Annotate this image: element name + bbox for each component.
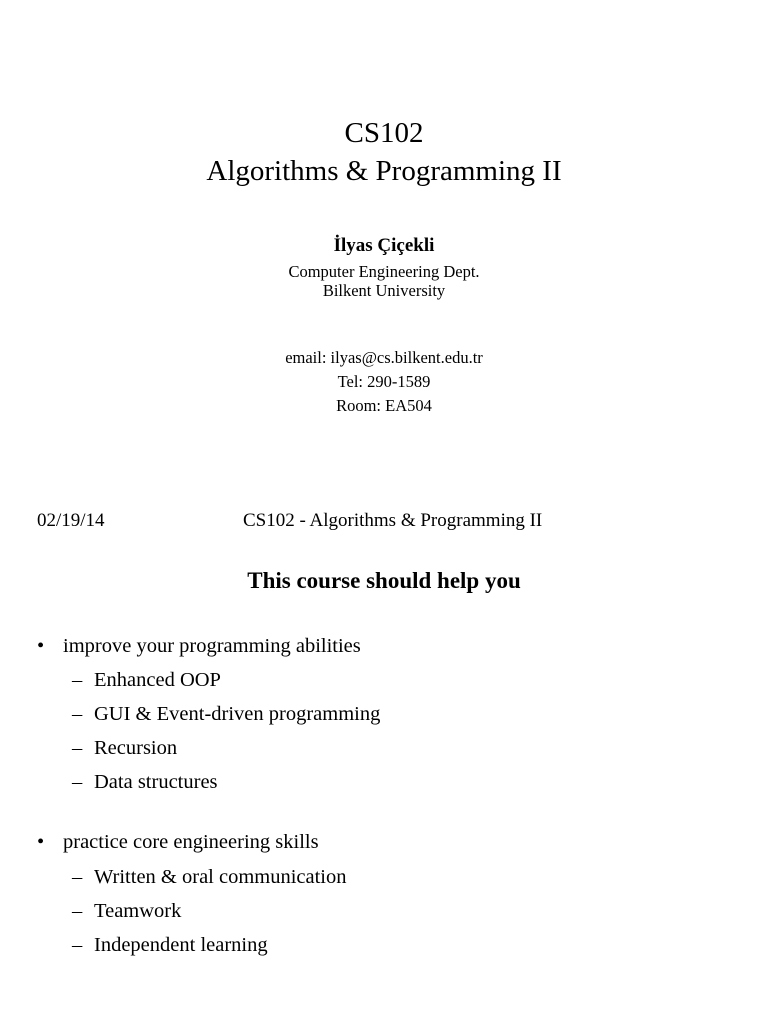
sub-item — [72, 932, 268, 958]
sub-item-text: Data structures — [94, 771, 218, 793]
room: Room: EA504 — [336, 396, 432, 415]
bullet-text: practice core engineering skills — [63, 831, 319, 853]
sub-item — [72, 701, 380, 727]
bullet-marker: • — [37, 831, 45, 853]
sub-item-text: Independent learning — [94, 934, 268, 956]
bullet-item — [37, 633, 361, 659]
sub-item-text: Written & oral communication — [94, 866, 347, 888]
bullet-item — [37, 829, 319, 855]
sub-item — [72, 769, 218, 795]
course-code: CS102 — [344, 117, 424, 149]
dash-marker: – — [72, 703, 83, 725]
email: email: ilyas@cs.bilkent.edu.tr — [285, 348, 483, 367]
sub-item — [72, 864, 347, 890]
sub-item-text: Recursion — [94, 737, 178, 759]
dash-marker: – — [72, 866, 83, 888]
dash-marker: – — [72, 934, 83, 956]
bullet-marker: • — [37, 635, 45, 657]
sub-item — [72, 735, 177, 761]
author-name: İlyas Çiçekli — [333, 235, 435, 256]
dash-marker: – — [72, 771, 83, 793]
sub-item-text: Teamwork — [94, 900, 182, 922]
sub-item-text: GUI & Event-driven programming — [94, 703, 381, 725]
footer-title: CS102 - Algorithms & Programming II — [243, 510, 543, 531]
dash-marker: – — [72, 669, 83, 691]
course-name: Algorithms & Programming II — [206, 155, 562, 187]
department: Computer Engineering Dept. — [288, 262, 480, 281]
dash-marker: – — [72, 900, 83, 922]
dash-marker: – — [72, 737, 83, 759]
university: Bilkent University — [322, 281, 446, 300]
bullet-text: improve your programming abilities — [63, 635, 361, 657]
sub-item — [72, 667, 221, 693]
telephone: Tel: 290-1589 — [337, 372, 431, 391]
sub-item — [72, 898, 181, 924]
sub-item-text: Enhanced OOP — [94, 669, 221, 691]
footer-date: 02/19/14 — [37, 510, 105, 531]
slide-title: This course should help you — [247, 568, 521, 593]
